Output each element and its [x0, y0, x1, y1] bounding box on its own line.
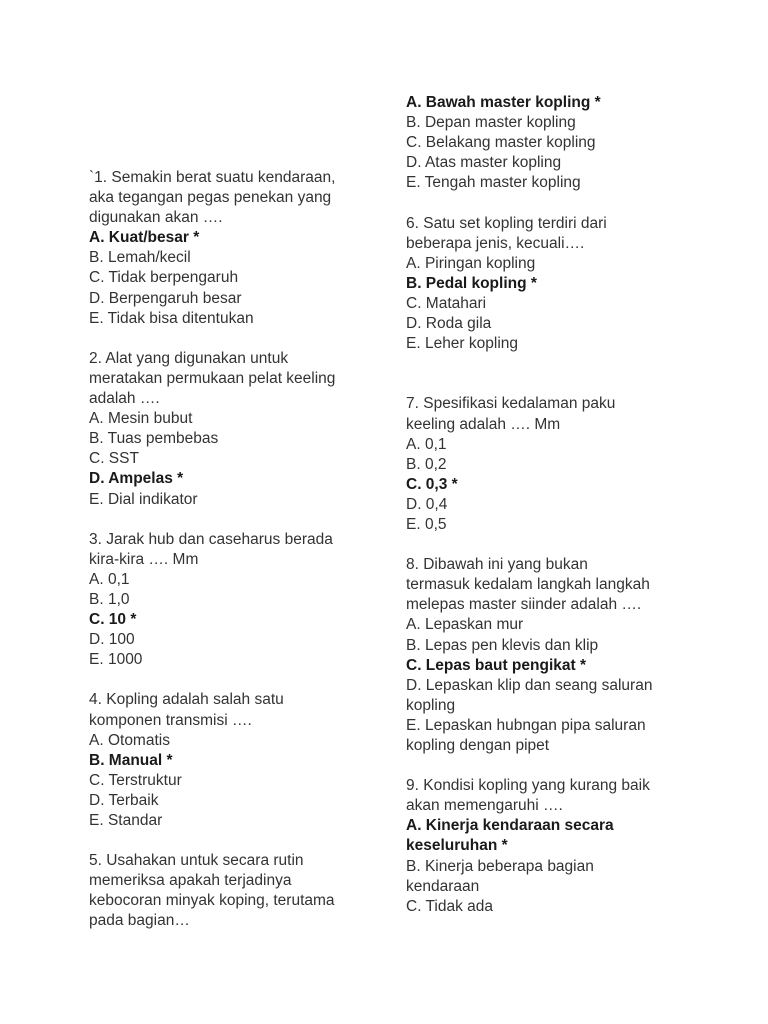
answer-option: A. 0,1: [406, 435, 447, 453]
answer-option: A. Otomatis: [89, 731, 170, 749]
answer-option: kopling dengan pipet: [406, 737, 550, 754]
answer-option: B. 1,0: [89, 590, 130, 608]
question-6: [406, 214, 706, 355]
answer-option: D. Terbaik: [89, 791, 159, 809]
answer-option: E. Tidak bisa ditentukan: [89, 309, 254, 327]
left-column: [89, 0, 379, 932]
question-text-line: 5. Usahakan untuk secara rutin: [89, 852, 304, 870]
answer-option: C. SST: [89, 450, 139, 468]
answer-option: E. 0,5: [406, 515, 447, 533]
answer-option: kendaraan: [406, 877, 480, 895]
question-5: [89, 851, 379, 931]
answer-option: E. 1000: [89, 651, 143, 669]
question-text-line: adalah ….: [89, 390, 160, 408]
question-7: [406, 394, 706, 535]
question-3: [89, 530, 379, 671]
question-text-line: 6. Satu set kopling terdiri dari: [406, 214, 607, 232]
answer-option: D. Berpengaruh besar: [89, 289, 242, 307]
answer-option: B. Depan master kopling: [406, 114, 576, 132]
answer-option: B. Tuas pembebas: [89, 430, 219, 448]
question-text-line: beberapa jenis, kecuali….: [406, 234, 585, 252]
correct-answer-option: A. Bawah master kopling *: [406, 94, 601, 111]
answer-option: E. Tengah master kopling: [406, 174, 581, 192]
answer-option: A. Lepaskan mur: [406, 616, 524, 634]
answer-option: A. 0,1: [89, 570, 130, 588]
question-text-line: 3. Jarak hub dan caseharus berada: [89, 530, 333, 548]
question-text-line: memeriksa apakah terjadinya: [89, 872, 292, 890]
question-text-line: 4. Kopling adalah salah satu: [89, 691, 284, 709]
right-column: [406, 0, 706, 917]
question-text-line: keeling adalah …. Mm: [406, 415, 561, 433]
question-5-options: [406, 93, 706, 193]
question-text-line: meratakan permukaan pelat keeling: [89, 369, 336, 387]
answer-option: C. Tidak berpengaruh: [89, 269, 239, 287]
question-2: [89, 349, 379, 510]
question-text-line: 8. Dibawah ini yang bukan: [406, 556, 588, 574]
answer-option: D. Lepaskan klip dan seang saluran: [406, 676, 653, 694]
answer-option: C. Belakang master kopling: [406, 134, 596, 152]
correct-answer-option: C. 10 *: [89, 611, 137, 629]
correct-answer-option: B. Manual *: [89, 751, 173, 769]
question-4: [89, 690, 379, 831]
question-1: [89, 168, 379, 329]
correct-answer-option: A. Kinerja kendaraan secara: [406, 817, 614, 835]
question-text-line: kira-kira …. Mm: [89, 550, 199, 568]
answer-option: D. Atas master kopling: [406, 154, 562, 172]
question-text-line: aka tegangan pegas penekan yang: [89, 189, 332, 207]
question-text-line: 9. Kondisi kopling yang kurang baik: [406, 777, 650, 795]
question-text-line: melepas master siinder adalah ….: [406, 596, 642, 614]
answer-option: kopling: [406, 696, 456, 714]
answer-option: E. Leher kopling: [406, 335, 519, 353]
question-text-line: akan memengaruhi ….: [406, 797, 563, 815]
answer-option: C. Matahari: [406, 294, 487, 312]
answer-option: A. Piringan kopling: [406, 254, 536, 272]
question-text-line: kebocoran minyak koping, terutama: [89, 892, 335, 910]
answer-option: B. 0,2: [406, 455, 447, 473]
correct-answer-option: C. 0,3 *: [406, 475, 458, 493]
answer-option: D. 0,4: [406, 495, 448, 513]
question-text-line: 7. Spesifikasi kedalaman paku: [406, 395, 616, 413]
answer-option: B. Lepas pen klevis dan klip: [406, 636, 599, 654]
question-text-line: 2. Alat yang digunakan untuk: [89, 349, 289, 367]
question-text-line: komponen transmisi ….: [89, 711, 252, 729]
answer-option: D. 100: [89, 631, 135, 649]
answer-option: C. Terstruktur: [89, 771, 182, 789]
correct-answer-option: D. Ampelas *: [89, 470, 184, 488]
question-8: [406, 555, 706, 756]
question-text-line: `1. Semakin berat suatu kendaraan,: [89, 169, 336, 186]
question-text-line: pada bagian…: [89, 912, 190, 930]
answer-option: A. Mesin bubut: [89, 410, 193, 428]
answer-option: B. Lemah/kecil: [89, 249, 191, 267]
correct-answer-option: B. Pedal kopling *: [406, 274, 537, 292]
answer-option: B. Kinerja beberapa bagian: [406, 857, 594, 875]
answer-option: E. Standar: [89, 812, 163, 829]
answer-option: D. Roda gila: [406, 315, 492, 333]
correct-answer-option: keseluruhan *: [406, 837, 508, 855]
correct-answer-option: C. Lepas baut pengikat *: [406, 656, 587, 674]
answer-option: E. Lepaskan hubngan pipa saluran: [406, 716, 646, 734]
correct-answer-option: A. Kuat/besar *: [89, 229, 200, 247]
question-text-line: digunakan akan ….: [89, 209, 223, 227]
question-text-line: termasuk kedalam langkah langkah: [406, 576, 650, 594]
answer-option: E. Dial indikator: [89, 490, 198, 508]
answer-option: C. Tidak ada: [406, 897, 494, 915]
question-9: [406, 776, 706, 917]
